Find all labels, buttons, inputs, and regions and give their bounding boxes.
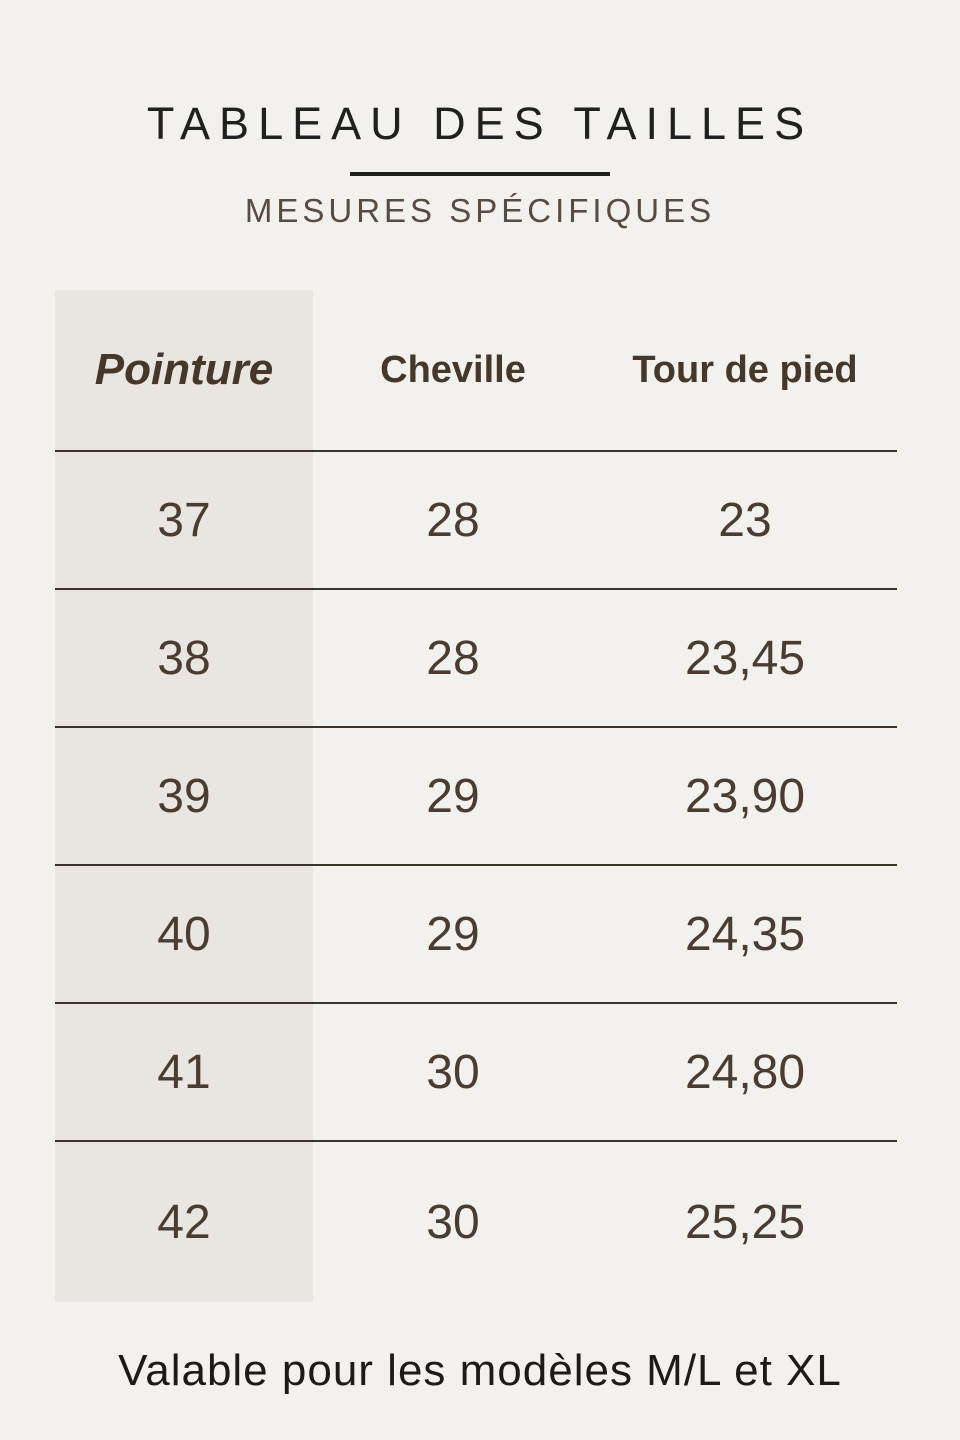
cell-pointure: 42 bbox=[157, 1195, 211, 1249]
table-row bbox=[55, 728, 897, 866]
cell-pointure: 37 bbox=[157, 493, 211, 547]
cell-tour-de-pied: 23 bbox=[718, 493, 772, 547]
page-subtitle: MESURES SPÉCIFIQUES bbox=[244, 192, 716, 229]
cell-cheville: 29 bbox=[426, 907, 480, 961]
cell-tour-de-pied: 25,25 bbox=[684, 1195, 806, 1249]
cell-tour-de-pied: 24,35 bbox=[684, 907, 806, 961]
cell-pointure: 39 bbox=[157, 769, 211, 823]
table-row bbox=[55, 1004, 897, 1142]
column-header-cheville: Cheville bbox=[380, 348, 526, 391]
cell-pointure: 41 bbox=[157, 1045, 211, 1099]
table-header-row bbox=[55, 290, 897, 452]
page-title: TABLEAU DES TAILLES bbox=[146, 98, 814, 149]
cell-cheville: 28 bbox=[426, 631, 480, 685]
table-row bbox=[55, 1142, 897, 1302]
table-row bbox=[55, 452, 897, 590]
column-header-pointure: Pointure bbox=[94, 345, 274, 394]
cell-tour-de-pied: 23,45 bbox=[684, 631, 806, 685]
column-header-tour-de-pied: Tour de pied bbox=[632, 348, 858, 391]
cell-tour-de-pied: 24,80 bbox=[684, 1045, 806, 1099]
size-table bbox=[55, 290, 897, 1302]
table-row bbox=[55, 866, 897, 1004]
cell-cheville: 30 bbox=[426, 1045, 480, 1099]
cell-tour-de-pied: 23,90 bbox=[684, 769, 806, 823]
footer-note: Valable pour les modèles M/L et XL bbox=[118, 1346, 842, 1395]
title-underline bbox=[350, 172, 610, 176]
cell-cheville: 30 bbox=[426, 1195, 480, 1249]
cell-cheville: 28 bbox=[426, 493, 480, 547]
cell-cheville: 29 bbox=[426, 769, 480, 823]
cell-pointure: 38 bbox=[157, 631, 211, 685]
table-row bbox=[55, 590, 897, 728]
cell-pointure: 40 bbox=[157, 907, 211, 961]
table-body bbox=[55, 452, 897, 1302]
